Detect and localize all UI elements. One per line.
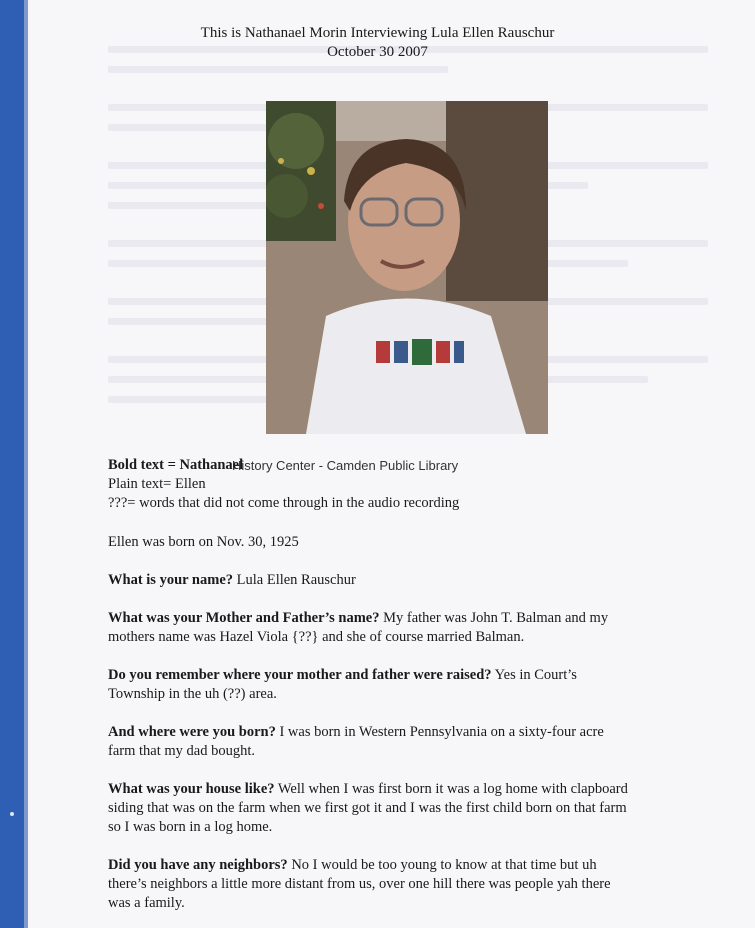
qa-parents-cont: mothers name was Hazel Viola {??} and she of course married Balman.: [108, 629, 525, 645]
document-title: This is Nathanael Morin Interviewing Lula Ellen Rauschur: [200, 25, 555, 41]
legend-missing: ???= words that did not come through in the audio recording: [108, 495, 460, 511]
qa-neighbors-cont2: was a family.: [108, 895, 185, 911]
qa-born: And where were you born? I was born in Western Pennsylvania on a sixty-four acre: [108, 724, 604, 740]
binder-hole: [10, 812, 14, 816]
qa-house-cont: siding that was on the farm when we first got it and I was the first child born on that farm: [108, 800, 627, 816]
binder-edge: [0, 0, 24, 928]
qa-house: What was your house like? Well when I was first born it was a log home with clapboard: [108, 781, 628, 797]
qa-name: What is your name? Lula Ellen Rauschur: [108, 572, 356, 588]
portrait-photo: [266, 101, 548, 434]
qa-raised: Do you remember where your mother and father were raised? Yes in Court’s: [108, 667, 577, 683]
qa-born-cont: farm that my dad bought.: [108, 743, 255, 759]
birth-note: Ellen was born on Nov. 30, 1925: [108, 534, 299, 550]
photo-caption: History Center - Camden Public Library: [232, 458, 459, 473]
legend-plain: Plain text= Ellen: [108, 476, 206, 492]
qa-house-cont2: so I was born in a log home.: [108, 819, 273, 835]
qa-neighbors-cont: there’s neighbors a little more distant from us, over one hill there was people yah there: [108, 876, 611, 892]
document-date: October 30 2007: [327, 44, 428, 60]
qa-raised-cont: Township in the uh (??) area.: [108, 686, 277, 702]
qa-parents: What was your Mother and Father’s name? My father was John T. Balman and my: [108, 610, 609, 626]
legend-bold: Bold text = Nathanael: [108, 457, 244, 473]
portrait-illustration: [266, 101, 548, 434]
qa-neighbors: Did you have any neighbors? No I would be too young to know at that time but uh: [108, 857, 597, 873]
